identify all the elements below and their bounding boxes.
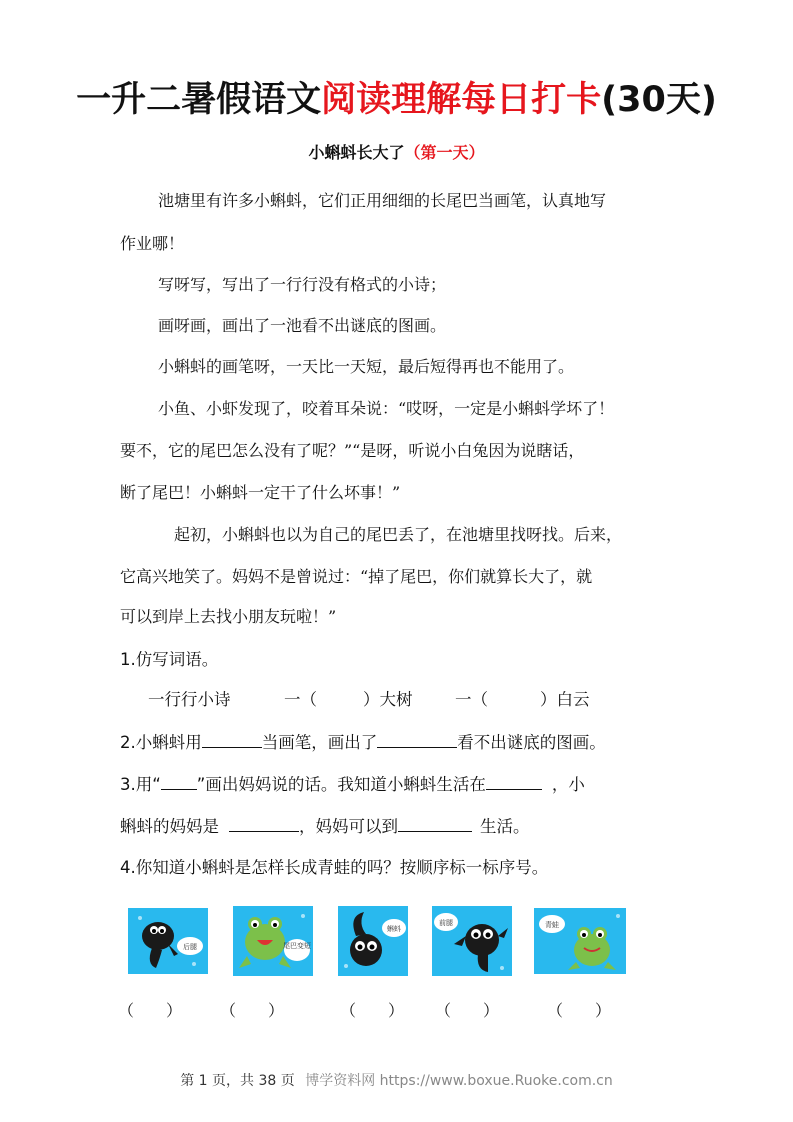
paren-close-text: ）白云 [540,690,590,709]
q2-text-c: 看不出谜底的图画。 [457,733,606,752]
question-1-title: 1.仿写词语。 [120,650,219,669]
picture-label: 后腿 [183,943,197,951]
passage-line: 它高兴地笑了。妈妈不是曾说过：“掉了尾巴，你们就算长大了，就 [120,567,593,586]
picture-label: 青蛙 [545,921,559,929]
question-2 [120,731,606,754]
question-1-item-2 [455,689,590,711]
frog-icon [534,908,626,974]
answer-blank[interactable] [202,731,262,748]
answer-paren-3[interactable]: （ ） [340,1001,405,1020]
paren-open: 一（ [284,690,317,709]
passage-line: 小鱼、小虾发现了，咬着耳朵说：“哎呀，一定是小蝌蚪学坏了！ [158,399,615,418]
answer-blank[interactable] [486,773,542,790]
q3-text-a: 3.用“ [120,775,161,794]
q3-text-e: ，妈妈可以到 [299,817,398,836]
paren-close-text: ）大树 [363,690,413,709]
watermark: 博学资料网 https://www.boxue.Ruoke.com.cn [305,1073,613,1089]
page-title [0,72,793,122]
answer-paren-1[interactable]: （ ） [118,1001,183,1020]
title-red: 阅读理解每日打卡 [321,80,602,120]
paren-open: 一（ [455,690,488,709]
passage-title-text: 小蝌蚪长大了 [308,143,405,162]
q2-text-a: 2.小蝌蚪用 [120,733,202,752]
answer-paren-2[interactable]: （ ） [220,1001,285,1020]
answer-paren-5[interactable]: （ ） [547,1001,612,1020]
title-tail: (30天) [601,80,717,120]
q2-text-b: 当画笔，画出了 [261,733,378,752]
question-3-line-2 [120,815,530,838]
answer-blank[interactable] [377,731,457,748]
answer-blank[interactable] [229,815,299,832]
passage-line: 作业哪！ [120,234,185,253]
picture-label: 蝌蚪 [387,925,401,933]
passage-line: 画呀画，画出了一池看不出谜底的图画。 [158,316,447,335]
answer-blank[interactable] [161,773,197,790]
passage-day: （第一天） [404,143,485,162]
answer-blank[interactable] [398,815,472,832]
page-number: 第 1 页，共 38 页 [180,1073,295,1089]
passage-line: 小蝌蚪的画笔呀，一天比一天短，最后短得再也不能用了。 [158,357,575,376]
passage-line: 起初，小蝌蚪也以为自己的尾巴丢了，在池塘里找呀找。后来， [174,525,623,544]
picture-label: 尾巴变短 [283,942,311,950]
question-3-line-1 [120,773,585,796]
q3-text-f: 生活。 [480,817,530,836]
answer-paren-4[interactable]: （ ） [435,1001,500,1020]
title-black: 一升二暑假语文 [76,80,322,120]
tadpole-icon [338,906,408,976]
question-1-example: 一行行小诗 [148,690,231,709]
tadpole-front-legs-icon [432,906,512,976]
passage-line: 写呀写，写出了一行行没有格式的小诗； [158,275,447,294]
passage-line: 断了尾巴！小蝌蚪一定干了什么坏事！” [120,483,401,502]
tadpole-back-legs-icon [128,908,208,974]
q3-text-b: ”画出妈妈说的话。我知道小蝌蚪生活在 [196,775,486,794]
question-1-item-1 [284,689,413,711]
question-4-title: 4.你知道小蝌蚪是怎样长成青蛙的吗？按顺序标一标序号。 [120,858,549,877]
passage-line: 可以到岸上去找小朋友玩啦！” [120,607,337,626]
page-footer [0,1070,793,1090]
passage-line: 池塘里有许多小蝌蚪，它们正用细细的长尾巴当画笔，认真地写 [158,191,607,210]
growth-pictures [0,908,793,980]
q3-text-d: 蝌蚪的妈妈是 [120,817,219,836]
q3-text-c: ，小 [551,775,585,794]
passage-title [0,140,793,163]
passage-line: 要不，它的尾巴怎么没有了呢？”“是呀，听说小白兔因为说瞎话， [120,441,585,460]
picture-label: 前腿 [439,919,453,927]
frog-with-tail-icon [233,906,313,976]
